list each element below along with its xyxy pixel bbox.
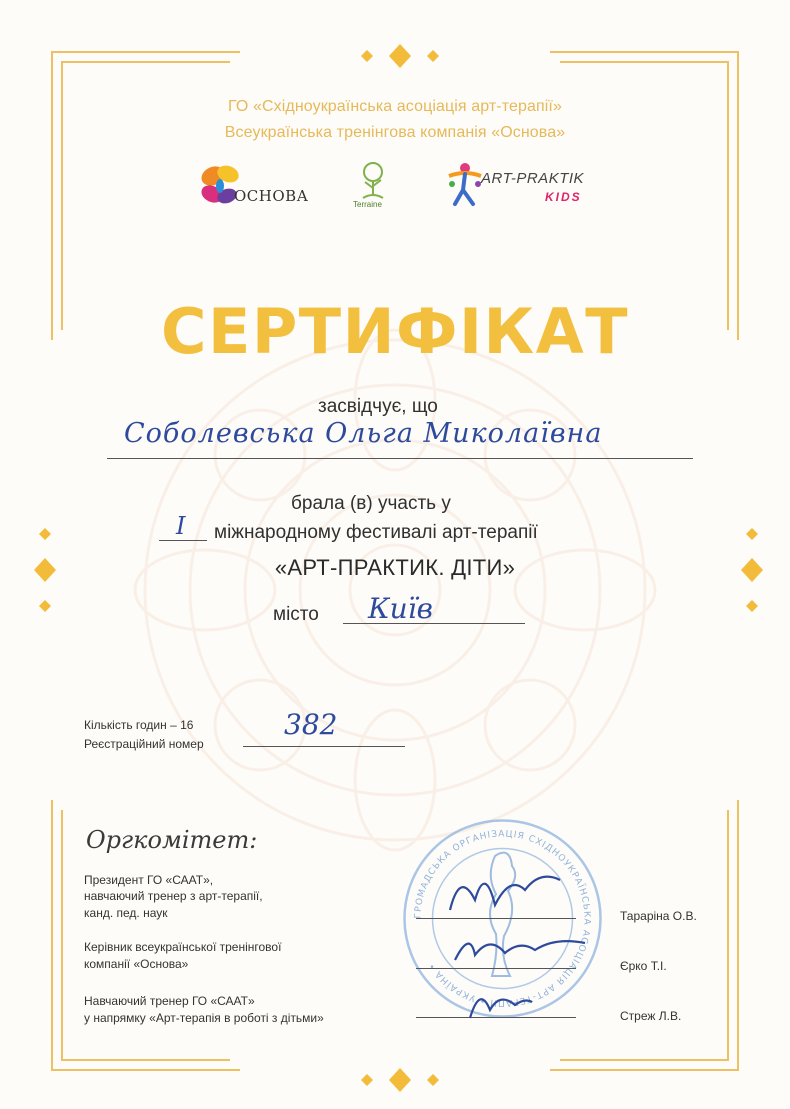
terraine-logo xyxy=(345,158,401,216)
signatory-3-role-2: у напрямку «Арт-терапія в роботі з дітьми» xyxy=(84,1011,324,1025)
artpraktik-logo xyxy=(445,160,605,220)
city-value: Київ xyxy=(368,592,433,625)
registration-number: 382 xyxy=(284,708,338,741)
recipient-name: Соболевська Ольга Миколаївна xyxy=(124,418,603,449)
certifies-label: засвідчує, що xyxy=(318,396,438,417)
stamp-ring-text: ГРОМАДСЬКА ОРГАНІЗАЦІЯ СХІДНОУКРАЇНСЬКА АСОЦІАЦІЯ АРТ-ТЕРАПІЇ • УКРАЇНА • xyxy=(413,829,592,1008)
signatory-2-name: Єрко Т.І. xyxy=(620,959,667,973)
orgcommittee-label: Оргкомітет: xyxy=(86,826,258,854)
registration-underline xyxy=(243,746,405,747)
festival-name: «АРТ-ПРАКТИК. ДІТИ» xyxy=(274,555,516,580)
city-underline xyxy=(343,623,525,624)
dancing-figure-icon xyxy=(445,160,485,210)
recipient-name-underline xyxy=(107,458,693,459)
signatory-2-signature-mark xyxy=(445,925,595,970)
org-line-1: ГО «Східноукраїнська асоціація арт-терапії» xyxy=(228,98,562,115)
signatory-2-role-2: компанії «Основа» xyxy=(84,957,189,971)
signatory-2-role-1: Керівник всеукраїнської тренінгової xyxy=(84,940,282,954)
hours-label: Кількість годин – 16 xyxy=(84,718,194,732)
certificate-title: СЕРТИФІКАТ xyxy=(161,295,629,368)
osnova-logo-text: ОСНОВА xyxy=(234,187,309,205)
participation-label: брала (в) участь у xyxy=(291,493,451,514)
festival-number: I xyxy=(176,512,186,540)
festival-number-underline xyxy=(159,540,207,541)
signatory-3-role-1: Навчаючий тренер ГО «САAT» xyxy=(84,994,255,1008)
org-line-2: Всеукраїнська тренінгова компанія «Основа» xyxy=(224,124,566,141)
signatory-1-role-2: навчаючий тренер з арт-терапії, xyxy=(84,889,263,903)
city-label: місто xyxy=(273,604,319,625)
signatory-1-name: Тарарiна О.В. xyxy=(620,909,697,923)
terraine-logo-text: Terraine xyxy=(353,200,382,209)
signatory-1-role-1: Президент ГО «САAT», xyxy=(84,873,214,887)
kids-logo-text: KIDS xyxy=(545,190,582,204)
signatory-3-name: Стреж Л.В. xyxy=(620,1009,682,1023)
osnova-logo xyxy=(198,160,308,212)
festival-text: міжнародному фестивалі арт-терапії xyxy=(214,522,538,543)
signatory-1-role-3: канд. пед. наук xyxy=(84,906,168,920)
artpraktik-logo-text: ART-PRAKTIK xyxy=(481,170,585,187)
registration-label: Реєстраційний номер xyxy=(84,737,204,751)
